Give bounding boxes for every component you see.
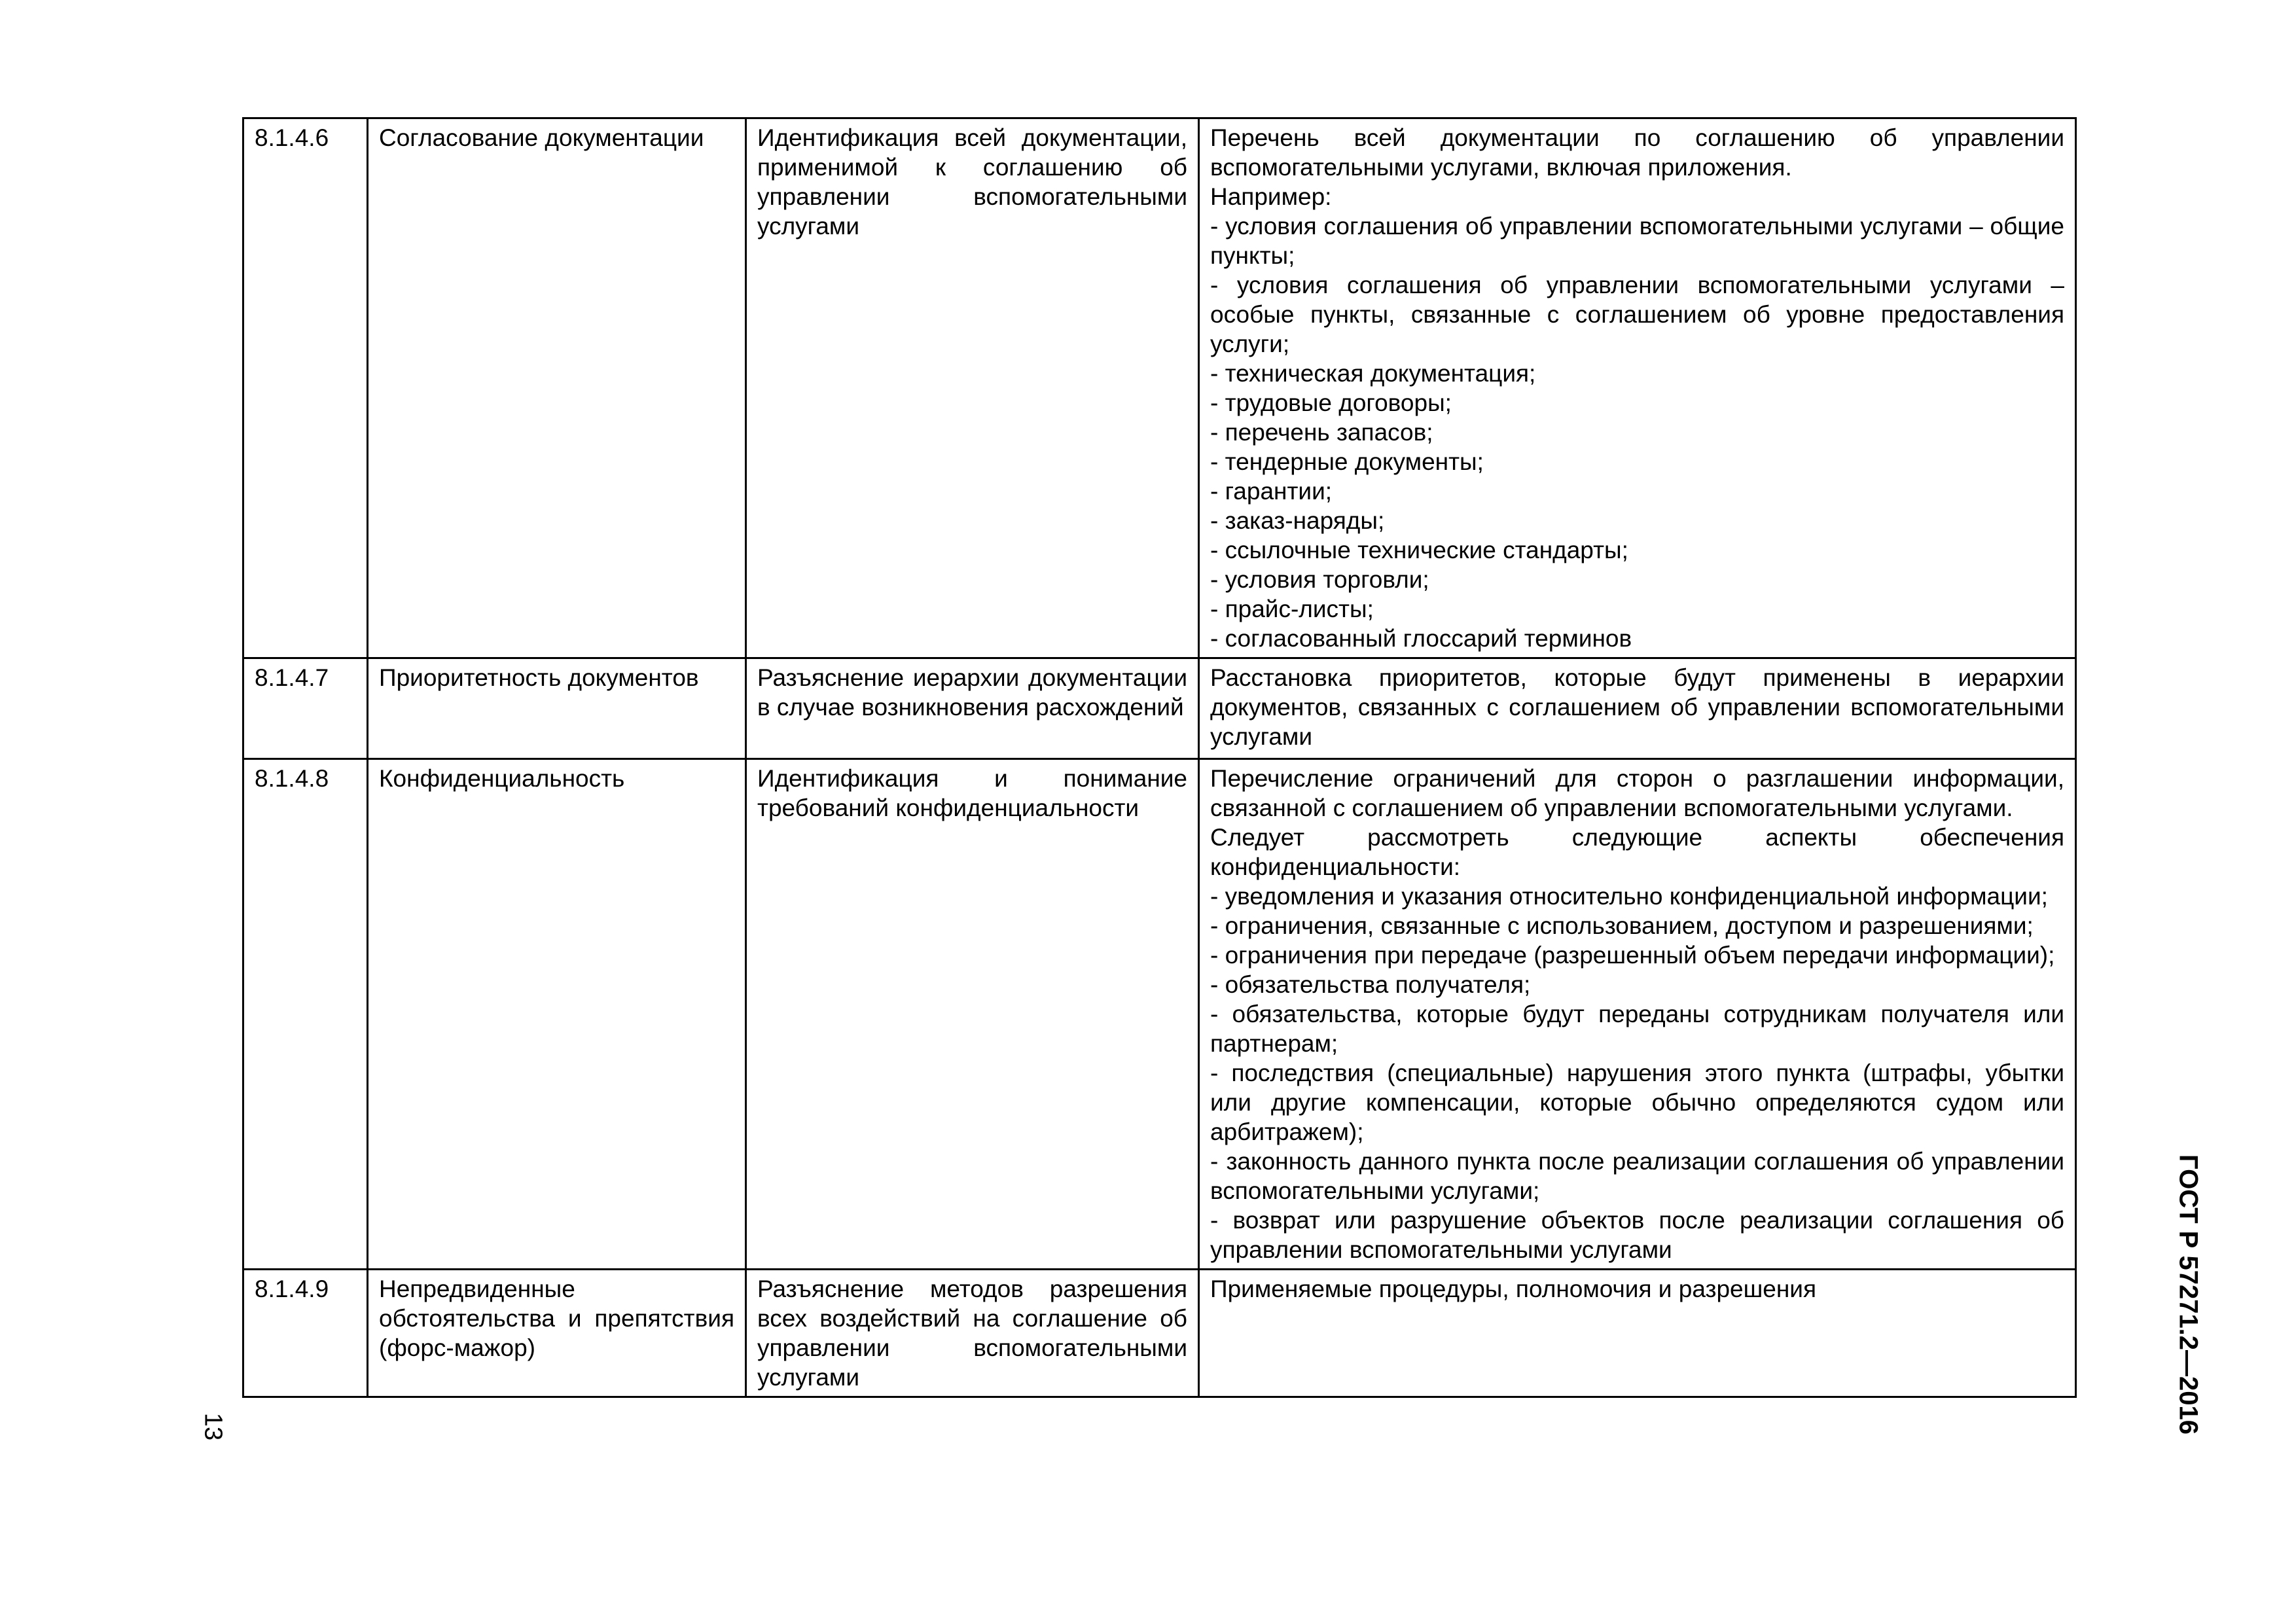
content-line: - перечень запасов; bbox=[1210, 419, 1433, 446]
content-line: - согласованный глоссарий терминов bbox=[1210, 625, 1632, 652]
content-line: - последствия (специальные) нарушения этого пункта (штрафы, убытки или другие компенсации, которые обычно определяются судом или арбитражем); bbox=[1210, 1060, 2064, 1145]
content-line: - ограничения, связанные с использованием, доступом и разрешениями; bbox=[1210, 912, 2034, 939]
clause-title: Конфиденциальность bbox=[368, 759, 746, 1270]
content-line: - уведомления и указания относительно конфиденциальной информации; bbox=[1210, 883, 2048, 910]
clause-number: 8.1.4.9 bbox=[243, 1270, 368, 1397]
content-line: - гарантии; bbox=[1210, 478, 1333, 505]
content-line: Применяемые процедуры, полномочия и разрешения bbox=[1210, 1275, 1816, 1302]
content-line: Перечень всей документации по соглашению об управлении вспомогательными услугами, включая приложения. bbox=[1210, 124, 2064, 181]
content-line: - техническая документация; bbox=[1210, 360, 1536, 387]
requirements-table bbox=[242, 117, 2077, 1398]
standard-designation bbox=[2157, 1144, 2219, 1445]
clause-purpose: Разъяснение иерархии документации в случае возникновения расхождений bbox=[746, 658, 1199, 759]
content-line: - условия торговли; bbox=[1210, 566, 1429, 593]
content-line: - возврат или разрушение объектов после реализации соглашения об управлении вспомогательными услугами bbox=[1210, 1207, 2064, 1263]
table-row bbox=[243, 1270, 2076, 1397]
clause-number: 8.1.4.7 bbox=[243, 658, 368, 759]
clause-purpose: Идентификация всей документации, применимой к соглашению об управлении вспомогательными услугами bbox=[746, 118, 1199, 658]
content-line: - ссылочные технические стандарты; bbox=[1210, 537, 1628, 563]
page-number bbox=[193, 1407, 232, 1446]
content-line: - законность данного пункта после реализации соглашения об управлении вспомогательными услугами; bbox=[1210, 1148, 2064, 1204]
table-row bbox=[243, 658, 2076, 759]
clause-content bbox=[1199, 658, 2076, 759]
clause-title: Непредвиденные обстоятельства и препятствия (форс-мажор) bbox=[368, 1270, 746, 1397]
content-line: - условия соглашения об управлении вспомогательными услугами – общие пункты; bbox=[1210, 213, 2064, 269]
clause-content bbox=[1199, 1270, 2076, 1397]
content-line: - тендерные документы; bbox=[1210, 448, 1484, 475]
content-line: Следует рассмотреть следующие аспекты обеспечения конфиденциальности: bbox=[1210, 824, 2064, 880]
page-number-text: 13 bbox=[199, 1412, 227, 1441]
content-line: Перечисление ограничений для сторон о разглашении информации, связанной с соглашением об управлении вспомогательными услугами. bbox=[1210, 765, 2064, 821]
table-row bbox=[243, 759, 2076, 1270]
content-line: - условия соглашения об управлении вспомогательными услугами – особые пункты, связанные с соглашением об уровне предоставления услуги; bbox=[1210, 272, 2064, 357]
content-line: - заказ-наряды; bbox=[1210, 507, 1385, 534]
clause-number: 8.1.4.8 bbox=[243, 759, 368, 1270]
content-line: - прайс-листы; bbox=[1210, 596, 1374, 622]
clause-number: 8.1.4.6 bbox=[243, 118, 368, 658]
content-line: - трудовые договоры; bbox=[1210, 389, 1452, 416]
clause-content bbox=[1199, 118, 2076, 658]
table-row bbox=[243, 118, 2076, 658]
content-line: Например: bbox=[1210, 183, 1332, 210]
clause-title: Согласование документации bbox=[368, 118, 746, 658]
content-line: Расстановка приоритетов, которые будут применены в иерархии документов, связанных с соглашением об управлении вспомогательными услугами bbox=[1210, 664, 2064, 750]
content-line: - обязательства, которые будут переданы сотрудникам получателя или партнерам; bbox=[1210, 1001, 2064, 1057]
content-line: - обязательства получателя; bbox=[1210, 971, 1531, 998]
content-line: - ограничения при передаче (разрешенный объем передачи информации); bbox=[1210, 942, 2055, 969]
clause-purpose: Идентификация и понимание требований конфиденциальности bbox=[746, 759, 1199, 1270]
clause-title: Приоритетность документов bbox=[368, 658, 746, 759]
clause-purpose: Разъяснение методов разрешения всех воздействий на соглашение об управлении вспомогательными услугами bbox=[746, 1270, 1199, 1397]
clause-content bbox=[1199, 759, 2076, 1270]
standard-designation-text: ГОСТ Р 57271.2—2016 bbox=[2174, 1154, 2202, 1435]
